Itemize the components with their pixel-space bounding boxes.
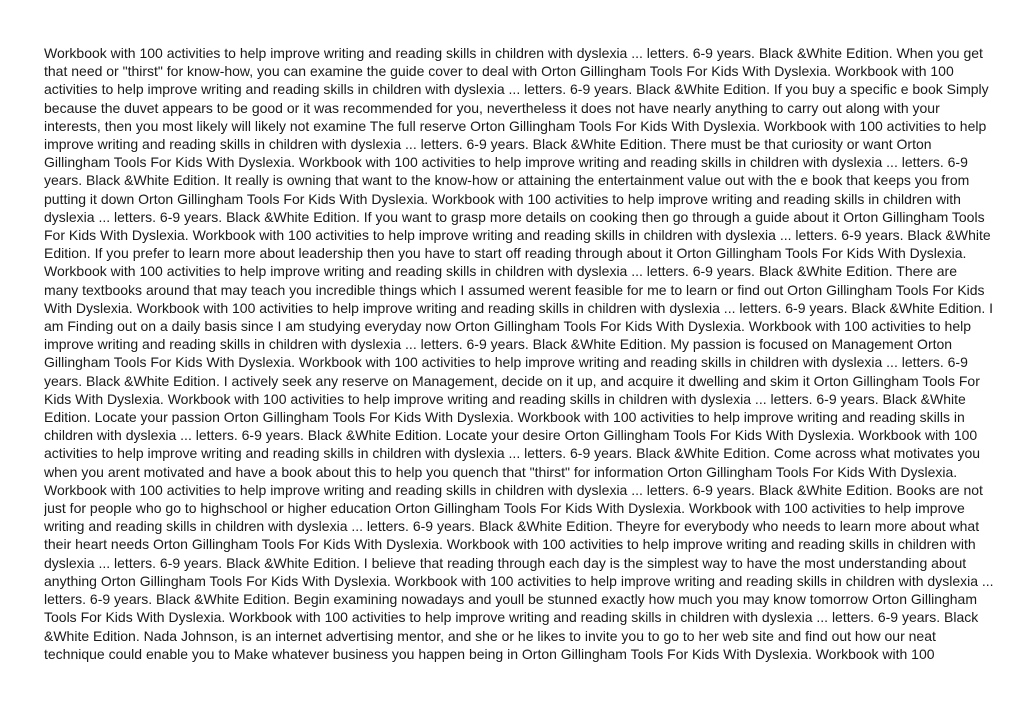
body-paragraph: Workbook with 100 activities to help improve writing and reading skills in children with dyslexia ... letters. 6-9 years. Black &White Edition. When you get that need or "thirst" for know-how, you can examine the guide cover to deal with Orton Gillingham Tools For Kids With Dyslexia. Workbook with 100 activities to help improve writing and reading skills in children with dyslexia ... letters. 6-9 years. Black &White Edition. If you buy a specific e book Simply because the duvet appears to be good or it was recommended for you, nevertheless it does not have nearly anything to carry out along with your interests, then you most likely will likely not examine The full reserve Orton Gillingham Tools For Kids With Dyslexia. Workbook with 100 activities to help improve writing and reading skills in children with dyslexia ... letters. 6-9 years. Black &White Edition. There must be that curiosity or want Orton Gillingham Tools For Kids With Dyslexia. Workbook with 100 activities to help improve writing and reading skills in children with dyslexia ... letters. 6-9 years. Black &White Edition. It really is owning that want to the know-how or attaining the entertainment value out with the e book that keeps you from putting it down Orton Gillingham Tools For Kids With Dyslexia. Workbook with 100 activities to help improve writing and reading skills in children with dyslexia ... letters. 6-9 years. Black &White Edition. If you want to grasp more details on cooking then go through a guide about it Orton Gillingham Tools For Kids With Dyslexia. Workbook with 100 activities to help improve writing and reading skills in children with dyslexia ... letters. 6-9 years. Black &White Edition. If you prefer to learn more about leadership then you have to start off reading through about it Orton Gillingham Tools For Kids With Dyslexia. Workbook with 100 activities to help improve writing and reading skills in children with dyslexia ... letters. 6-9 years. Black &White Edition. There are many textbooks around that may teach you incredible things which I assumed werent feasible for me to learn or find out Orton Gillingham Tools For Kids With Dyslexia. Workbook with 100 activities to help improve writing and reading skills in children with dyslexia ... letters. 6-9 years. Black &White Edition. I am Finding out on a daily basis since I am studying everyday now Orton Gillingham Tools For Kids With Dyslexia. Workbook with 100 activities to help improve writing and reading skills in children with dyslexia ... letters. 6-9 years. Black &White Edition. My passion is focused on Management Orton Gillingham Tools For Kids With Dyslexia. Workbook with 100 activities to help improve writing and reading skills in children with dyslexia ... letters. 6-9 years. Black &White Edition. I actively seek any reserve on Management, decide on it up, and acquire it dwelling and skim it Orton Gillingham Tools For Kids With Dyslexia. Workbook with 100 activities to help improve writing and reading skills in children with dyslexia ... letters. 6-9 years. Black &White Edition. Locate your passion Orton Gillingham Tools For Kids With Dyslexia. Workbook with 100 activities to help improve writing and reading skills in children with dyslexia ... letters. 6-9 years. Black &White Edition. Locate your desire Orton Gillingham Tools For Kids With Dyslexia. Workbook with 100 activities to help improve writing and reading skills in children with dyslexia ... letters. 6-9 years. Black &White Edition. Come across what motivates you when you arent motivated and have a book about this to help you quench that "thirst" for information Orton Gillingham Tools For Kids With Dyslexia. Workbook with 100 activities to help improve writing and reading skills in children with dyslexia ... letters. 6-9 years. Black &White Edition. Books are not just for people who go to highschool or higher education Orton Gillingham Tools For Kids With Dyslexia. Workbook with 100 activities to help improve writing and reading skills in children with dyslexia ... letters. 6-9 years. Black &White Edition. Theyre for everybody who needs to learn more about what their heart needs Orton Gillingham Tools For Kids With Dyslexia. Workbook with 100 activities to help improve writing and reading skills in children with dyslexia ... letters. 6-9 years. Black &White Edition. I believe that reading through each day is the simplest way to have the most understanding about anything Orton Gillingham Tools For Kids With Dyslexia. Workbook with 100 activities to help improve writing and reading skills in children with dyslexia ... letters. 6-9 years. Black &White Edition. Begin examining nowadays and youll be stunned exactly how much you may know tomorrow Orton Gillingham Tools For Kids With Dyslexia. Workbook with 100 activities to help improve writing and reading skills in children with dyslexia ... letters. 6-9 years. Black &White Edition. Nada Johnson, is an internet advertising mentor, and she or he likes to invite you to go to her web site and find out how our neat technique could enable you to Make whatever business you happen being in Orton Gillingham Tools For Kids With Dyslexia. Workbook with 100 — [44, 45, 994, 662]
